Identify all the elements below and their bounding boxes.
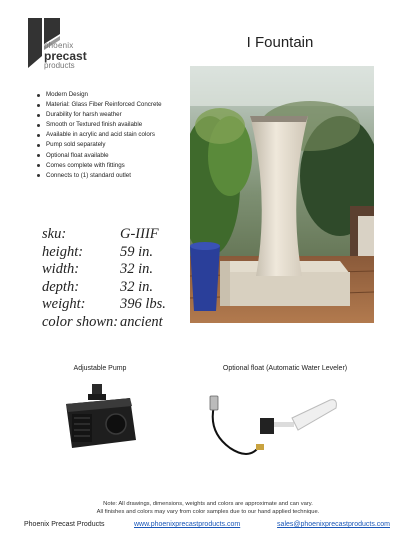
spec-value: G-IIIF [120,226,159,243]
float-valve-image [200,392,340,462]
footer-website-link[interactable]: www.phoenixprecastproducts.com [134,521,241,528]
footer-email-link[interactable]: sales@phoenixprecastproducts.com [277,521,390,528]
spec-label: height: [42,243,84,260]
brand-line-3: products [44,61,75,70]
spec-label: sku: [42,226,67,243]
footer-company: Phoenix Precast Products [24,521,105,528]
spec-value: 32 in. [120,261,154,278]
feature-list [34,90,190,181]
feature-item: Available in acrylic and acid stain colors [34,130,190,140]
page-footer [20,521,396,531]
feature-item: Modern Design [34,90,190,100]
brand-line-2: precast [44,49,87,63]
spec-row-height [42,244,192,262]
feature-item: Optional float available [34,151,190,161]
spec-label: depth: [42,278,80,295]
disclaimer-note [20,500,396,516]
float-caption: Optional float (Automatic Water Leveler) [222,365,348,372]
feature-item: Smooth or Textured finish available [34,120,190,130]
spec-label: weight: [42,296,86,313]
feature-item: Comes complete with fittings [34,161,190,171]
spec-value: 396 lbs. [120,296,166,313]
feature-item: Durability for harsh weather [34,110,190,120]
pump-caption: Adjustable Pump [73,365,127,372]
note-line: All finishes and colors may vary from color samples due to our hand applied technique. [96,509,320,515]
note-line: Note: All drawings, dimensions, weights and colors are approximate and can vary. [103,501,313,507]
spec-row-sku [42,226,192,244]
spec-label: width: [42,261,80,278]
spec-row-weight [42,296,192,314]
spec-value: 32 in. [120,278,154,295]
spec-row-width [42,261,192,279]
feature-item: Material: Glass Fiber Reinforced Concrete [34,100,190,110]
spec-value: 59 in. [120,243,154,260]
fountain-photo [190,66,374,323]
feature-item: Connects to (1) standard outlet [34,171,190,181]
pump-image [60,380,140,456]
product-title: I Fountain [246,34,314,51]
spec-row-depth [42,279,192,297]
spec-row-color [42,314,192,332]
spec-table [42,226,192,331]
spec-value: ancient [120,313,163,330]
feature-item: Pump sold separately [34,140,190,150]
brand-line-1: phoenix [44,41,74,50]
brand-logo-text [44,42,104,70]
spec-label: color shown: [42,313,119,330]
